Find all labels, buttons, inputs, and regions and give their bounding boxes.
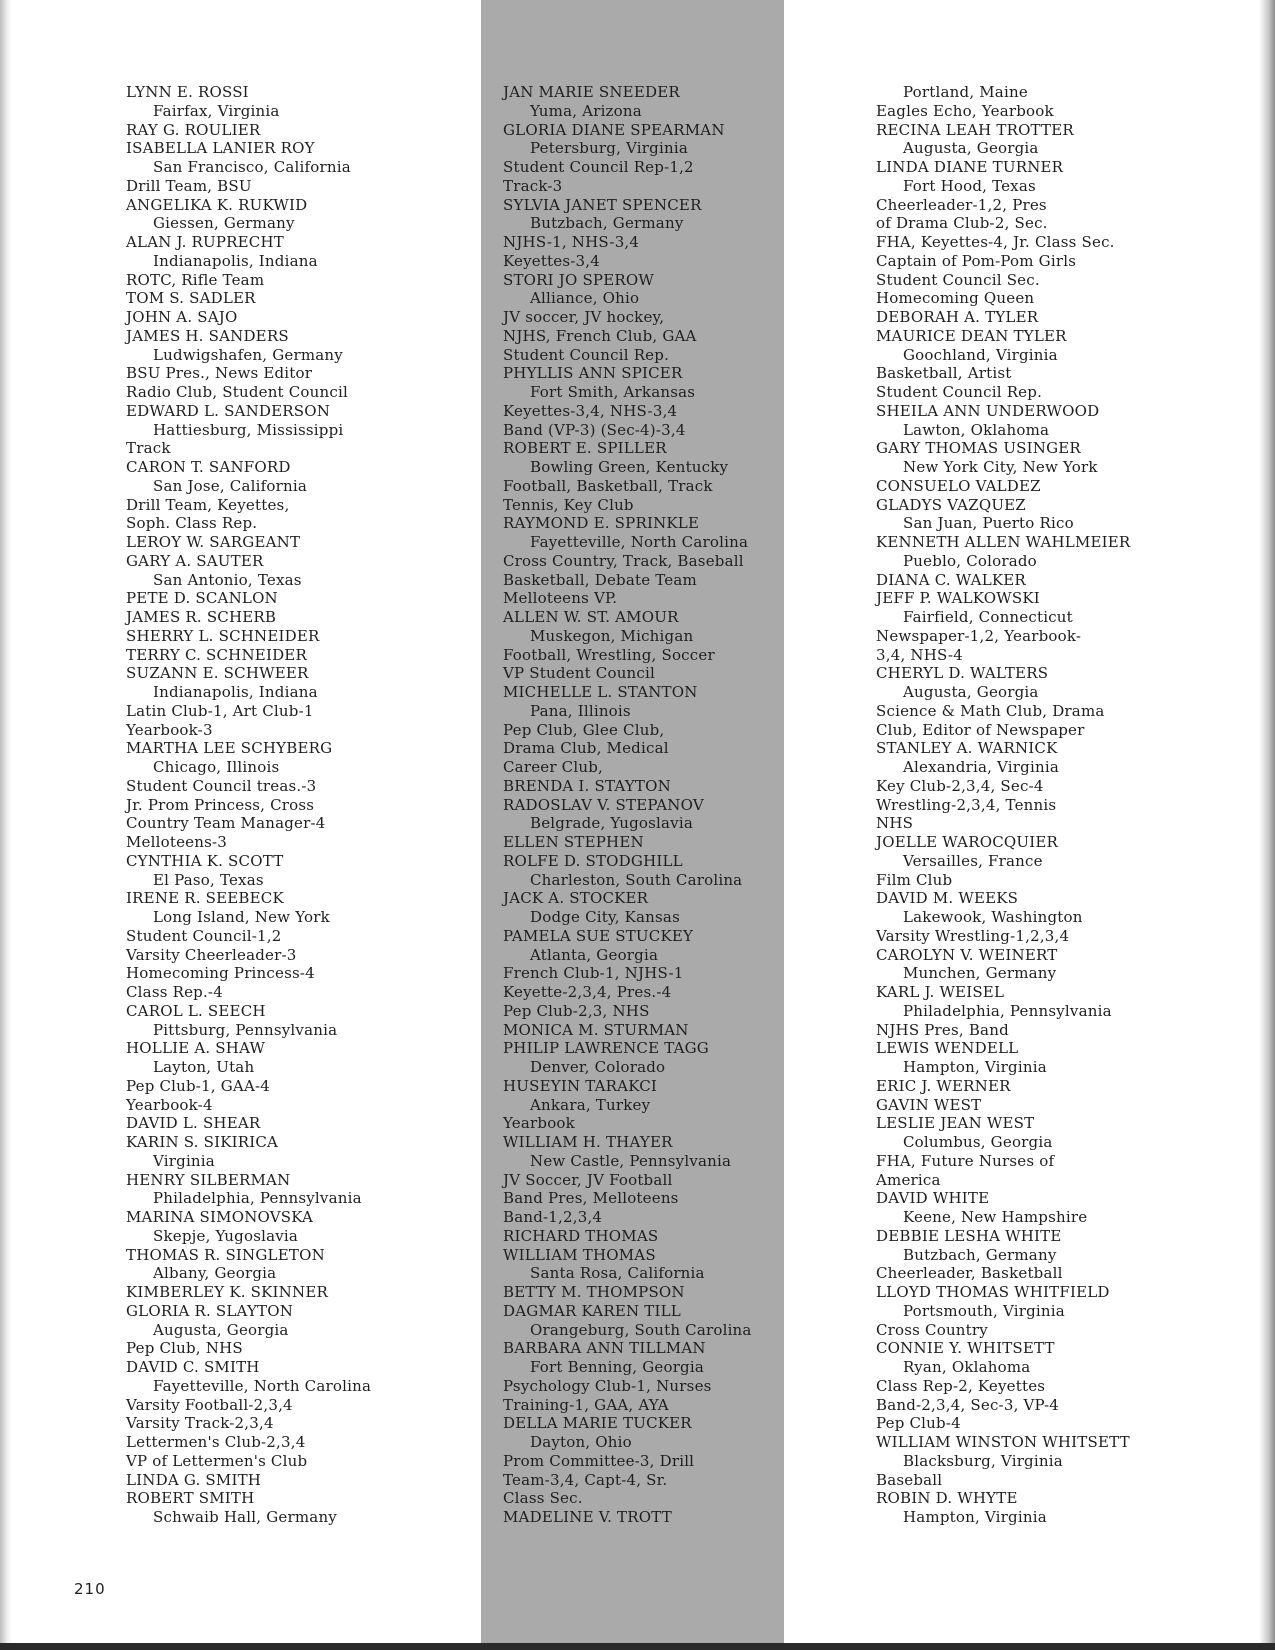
hometown-line: Munchen, Germany — [903, 964, 1057, 983]
entry-line: LEWIS WENDELL — [876, 1039, 1019, 1058]
entry-line: MICHELLE L. STANTON — [503, 683, 698, 701]
entry-line: DEBBIE LESHA WHITE — [876, 1226, 1062, 1245]
entry-line: HOLLIE A. SHAW — [126, 1039, 266, 1058]
entry-line: BARBARA ANN TILLMAN — [503, 1339, 706, 1358]
entry-line: JV soccer, JV hockey, — [503, 308, 665, 326]
entry-line: CONNIE Y. WHITSETT — [876, 1339, 1055, 1358]
entry-line: MARTHA LEE SCHYBERG — [126, 739, 333, 758]
entry-line: Eagles Echo, Yearbook — [876, 101, 1054, 120]
entry-line: Class Rep.-4 — [126, 983, 223, 1001]
entry-line: Science & Math Club, Drama — [876, 701, 1105, 720]
entry-line: MAURICE DEAN TYLER — [876, 326, 1067, 345]
entry-line: JV Soccer, JV Football — [503, 1170, 673, 1189]
entry-line: Band-1,2,3,4 — [503, 1208, 603, 1226]
entry-line: ROTC, Rifle Team — [126, 270, 265, 289]
hometown-line: Blacksburg, Virginia — [903, 1451, 1063, 1470]
entry-line: IRENE R. SEEBECK — [126, 889, 284, 908]
entry-line: ROBERT E. SPILLER — [503, 439, 667, 458]
entry-line: NJHS-1, NHS-3,4 — [503, 233, 640, 251]
entry-line: Key Club-2,3,4, Sec-4 — [876, 776, 1044, 795]
entry-line: Keyettes-3,4 — [503, 251, 600, 270]
hometown-line: Alliance, Ohio — [530, 289, 640, 308]
entry-line: RICHARD THOMAS — [503, 1226, 659, 1245]
hometown-line: New York City, New York — [903, 458, 1098, 476]
entry-line: GLADYS VAZQUEZ — [876, 495, 1026, 514]
hometown-line: Orangeburg, South Carolina — [530, 1320, 752, 1339]
hometown-line: Augusta, Georgia — [153, 1320, 289, 1339]
entry-line: Class Sec. — [503, 1489, 583, 1508]
entry-line: Pep Club-4 — [876, 1414, 961, 1433]
page-right-edge — [1259, 0, 1275, 1650]
entry-line: DAVID L. SHEAR — [126, 1114, 261, 1133]
hometown-line: Giessen, Germany — [153, 214, 295, 233]
entry-line: Training-1, GAA, AYA — [503, 1395, 669, 1414]
hometown-line: Alexandria, Virginia — [903, 758, 1059, 776]
entry-line: JAN MARIE SNEEDER — [503, 83, 680, 101]
entry-line: Varsity Track-2,3,4 — [126, 1414, 274, 1433]
hometown-line: Lakewook, Washington — [903, 908, 1083, 926]
hometown-line: Lawton, Oklahoma — [903, 420, 1050, 439]
entry-line: Homecoming Queen — [876, 289, 1035, 308]
entry-line: SYLVIA JANET SPENCER — [503, 195, 702, 214]
entry-line: Newspaper-1,2, Yearbook- — [876, 626, 1082, 645]
entry-line: GARY A. SAUTER — [126, 551, 264, 570]
entry-line: Track — [126, 439, 171, 458]
entry-line: DELLA MARIE TUCKER — [503, 1414, 692, 1433]
entry-line: Cheerleader, Basketball — [876, 1264, 1063, 1283]
entry-line: CONSUELO VALDEZ — [876, 476, 1041, 495]
entry-line: NJHS, French Club, GAA — [503, 326, 697, 345]
hometown-line: Pittsburg, Pennsylvania — [153, 1020, 338, 1039]
entry-line: CARON T. SANFORD — [126, 458, 291, 476]
entry-line: SHEILA ANN UNDERWOOD — [876, 401, 1100, 420]
entry-line: America — [876, 1170, 941, 1189]
entry-line: ELLEN STEPHEN — [503, 833, 644, 851]
hometown-line: Indianapolis, Indiana — [153, 683, 318, 701]
hometown-line: Charleston, South Carolina — [530, 870, 743, 889]
entry-line: WILLIAM WINSTON WHITSETT — [876, 1433, 1130, 1451]
hometown-line: Pana, Illinois — [530, 701, 631, 720]
entry-line: RAYMOND E. SPRINKLE — [503, 514, 700, 533]
hometown-line: New Castle, Pennsylvania — [530, 1151, 732, 1170]
entry-line: Student Council Sec. — [876, 270, 1040, 289]
hometown-line: Portland, Maine — [903, 83, 1028, 101]
entry-line: LLOYD THOMAS WHITFIELD — [876, 1283, 1110, 1301]
entry-line: DEBORAH A. TYLER — [876, 308, 1039, 326]
entry-line: KIMBERLEY K. SKINNER — [126, 1283, 328, 1301]
entry-line: WILLIAM THOMAS — [503, 1245, 656, 1264]
entry-line: MARINA SIMONOVSKA — [126, 1208, 314, 1226]
entry-line: JAMES R. SCHERB — [126, 608, 277, 626]
entry-line: Track-3 — [503, 176, 563, 195]
entry-line: GAVIN WEST — [876, 1095, 982, 1114]
entry-line: Club, Editor of Newspaper — [876, 720, 1085, 739]
hometown-line: San Antonio, Texas — [153, 570, 302, 589]
hometown-line: Fairfax, Virginia — [153, 101, 280, 120]
entry-line: JOELLE WAROCQUIER — [876, 833, 1058, 851]
entry-line: WILLIAM H. THAYER — [503, 1133, 673, 1151]
hometown-line: Long Island, New York — [153, 908, 330, 926]
entry-line: Student Council Rep. — [503, 345, 670, 364]
entry-line: Melloteens-3 — [126, 833, 228, 851]
entry-line: MONICA M. STURMAN — [503, 1020, 689, 1039]
entry-line: Yearbook-3 — [126, 720, 213, 739]
entry-line: EDWARD L. SANDERSON — [126, 401, 331, 420]
hometown-line: Portsmouth, Virginia — [903, 1301, 1065, 1320]
entry-line: Keyette-2,3,4, Pres.-4 — [503, 983, 672, 1001]
entry-line: ERIC J. WERNER — [876, 1076, 1011, 1095]
entry-line: HUSEYIN TARAKCI — [503, 1076, 658, 1095]
hometown-line: Butzbach, Germany — [530, 214, 684, 233]
hometown-line: Dodge City, Kansas — [530, 908, 680, 926]
entry-line: ROBIN D. WHYTE — [876, 1489, 1018, 1508]
entry-line: BETTY M. THOMPSON — [503, 1283, 685, 1301]
entry-line: RAY G. ROULIER — [126, 120, 261, 139]
hometown-line: Layton, Utah — [153, 1058, 255, 1076]
entry-line: HENRY SILBERMAN — [126, 1170, 291, 1189]
hometown-line: Albany, Georgia — [153, 1264, 277, 1283]
hometown-line: Atlanta, Georgia — [530, 945, 659, 964]
entry-line: Homecoming Princess-4 — [126, 964, 315, 983]
hometown-line: Dayton, Ohio — [530, 1433, 632, 1451]
hometown-line: Fort Hood, Texas — [903, 176, 1036, 195]
entry-line: Jr. Prom Princess, Cross — [126, 795, 315, 814]
entry-line: FHA, Future Nurses of — [876, 1151, 1055, 1170]
entry-line: CAROLYN V. WEINERT — [876, 945, 1058, 964]
entry-line: Cheerleader-1,2, Pres — [876, 195, 1047, 214]
entry-line: Yearbook-4 — [126, 1095, 213, 1114]
entry-line: NHS — [876, 814, 914, 833]
hometown-line: Hampton, Virginia — [903, 1058, 1047, 1076]
entry-line: STORI JO SPEROW — [503, 270, 654, 289]
entry-line: Keyettes-3,4, NHS-3,4 — [503, 401, 678, 420]
entry-line: GLORIA R. SLAYTON — [126, 1301, 294, 1320]
entry-line: Football, Basketball, Track — [503, 476, 713, 495]
hometown-line: Denver, Colorado — [530, 1058, 666, 1076]
hometown-line: Indianapolis, Indiana — [153, 251, 318, 270]
entry-line: VP Student Council — [503, 664, 656, 683]
entry-line: BSU Pres., News Editor — [126, 364, 313, 383]
entry-line: Soph. Class Rep. — [126, 514, 258, 533]
hometown-line: Bowling Green, Kentucky — [530, 458, 729, 476]
roster-column-left — [126, 83, 371, 1527]
hometown-line: San Juan, Puerto Rico — [903, 514, 1074, 533]
roster-column-right — [876, 83, 1130, 1527]
entry-line: SHERRY L. SCHNEIDER — [126, 626, 320, 645]
entry-line: ISABELLA LANIER ROY — [126, 139, 315, 158]
entry-line: ALLEN W. ST. AMOUR — [503, 608, 679, 626]
entry-line: PHYLLIS ANN SPICER — [503, 364, 683, 383]
hometown-line: San Francisco, California — [153, 158, 351, 176]
entry-line: Melloteens VP. — [503, 589, 618, 608]
hometown-line: Hampton, Virginia — [903, 1508, 1047, 1526]
entry-line: STANLEY A. WARNICK — [876, 739, 1058, 758]
entry-line: MADELINE V. TROTT — [503, 1508, 672, 1526]
hometown-line: Fort Benning, Georgia — [530, 1358, 705, 1376]
hometown-line: Ankara, Turkey — [530, 1095, 651, 1114]
entry-line: Pep Club, NHS — [126, 1339, 243, 1358]
entry-line: Band-2,3,4, Sec-3, VP-4 — [876, 1395, 1060, 1414]
entry-line: Cross Country — [876, 1320, 988, 1339]
hometown-line: Petersburg, Virginia — [530, 139, 688, 158]
hometown-line: Schwaib Hall, Germany — [153, 1508, 337, 1526]
entry-line: TOM S. SADLER — [126, 289, 256, 308]
entry-line: KARIN S. SIKIRICA — [126, 1133, 279, 1151]
hometown-line: Ludwigshafen, Germany — [153, 345, 343, 364]
entry-line: KARL J. WEISEL — [876, 983, 1005, 1001]
entry-line: Captain of Pom-Pom Girls — [876, 251, 1077, 270]
entry-line: Prom Committee-3, Drill — [503, 1451, 695, 1470]
page-bottom-edge — [0, 1643, 1275, 1650]
hometown-line: Hattiesburg, Mississippi — [153, 420, 344, 439]
hometown-line: Versailles, France — [903, 851, 1043, 870]
entry-line: DIANA C. WALKER — [876, 570, 1026, 589]
entry-line: Tennis, Key Club — [503, 495, 634, 514]
entry-line: PAMELA SUE STUCKEY — [503, 926, 694, 945]
entry-line: Career Club, — [503, 758, 603, 776]
entry-line: PHILIP LAWRENCE TAGG — [503, 1039, 709, 1058]
entry-line: Drill Team, Keyettes, — [126, 495, 290, 514]
entry-line: Pep Club-1, GAA-4 — [126, 1076, 271, 1095]
entry-line: THOMAS R. SINGLETON — [126, 1245, 325, 1264]
entry-line: JEFF P. WALKOWSKI — [876, 589, 1040, 608]
entry-line: Varsity Football-2,3,4 — [126, 1395, 293, 1414]
entry-line: Basketball, Artist — [876, 364, 1012, 383]
entry-line: Drill Team, BSU — [126, 176, 252, 195]
entry-line: Student Council treas.-3 — [126, 776, 317, 795]
hometown-line: Fort Smith, Arkansas — [530, 383, 696, 401]
entry-line: Basketball, Debate Team — [503, 570, 697, 589]
entry-line: Student Council Rep-1,2 — [503, 158, 694, 176]
entry-line: Drama Club, Medical — [503, 739, 669, 758]
entry-line: BRENDA I. STAYTON — [503, 776, 671, 795]
entry-line: Radio Club, Student Council — [126, 383, 348, 401]
hometown-line: Columbus, Georgia — [903, 1133, 1053, 1151]
hometown-line: Belgrade, Yugoslavia — [530, 814, 693, 833]
entry-line: FHA, Keyettes-4, Jr. Class Sec. — [876, 233, 1115, 251]
entry-line: CAROL L. SEECH — [126, 1001, 266, 1020]
entry-line: VP of Lettermen's Club — [126, 1451, 308, 1470]
hometown-line: Ryan, Oklahoma — [903, 1358, 1031, 1376]
hometown-line: San Jose, California — [153, 476, 307, 495]
entry-line: CHERYL D. WALTERS — [876, 664, 1049, 683]
page-number: 210 — [74, 1580, 106, 1598]
hometown-line: Muskegon, Michigan — [530, 626, 694, 645]
roster-column-center — [503, 83, 752, 1527]
entry-line: Pep Club-2,3, NHS — [503, 1001, 650, 1020]
entry-line: Wrestling-2,3,4, Tennis — [876, 795, 1057, 814]
entry-line: LINDA DIANE TURNER — [876, 158, 1064, 176]
entry-line: RADOSLAV V. STEPANOV — [503, 795, 704, 814]
entry-line: Team-3,4, Capt-4, Sr. — [503, 1470, 668, 1489]
entry-line: Pep Club, Glee Club, — [503, 720, 665, 739]
entry-line: of Drama Club-2, Sec. — [876, 214, 1048, 233]
entry-line: ANGELIKA K. RUKWID — [126, 195, 308, 214]
entry-line: Varsity Cheerleader-3 — [126, 945, 297, 964]
entry-line: DAVID C. SMITH — [126, 1358, 260, 1376]
entry-line: LESLIE JEAN WEST — [876, 1114, 1035, 1133]
hometown-line: Philadelphia, Pennsylvania — [153, 1189, 362, 1208]
entry-line: Class Rep-2, Keyettes — [876, 1376, 1046, 1395]
hometown-line: Philadelphia, Pennsylvania — [903, 1001, 1112, 1020]
hometown-line: Yuma, Arizona — [530, 101, 642, 120]
entry-line: 3,4, NHS-4 — [876, 645, 964, 664]
entry-line: LYNN E. ROSSI — [126, 83, 249, 101]
hometown-line: Fayetteville, North Carolina — [153, 1376, 372, 1395]
hometown-line: Augusta, Georgia — [903, 139, 1039, 158]
entry-line: SUZANN E. SCHWEER — [126, 664, 309, 683]
entry-line: ALAN J. RUPRECHT — [126, 233, 284, 251]
entry-line: RECINA LEAH TROTTER — [876, 120, 1074, 139]
hometown-line: Virginia — [153, 1151, 215, 1170]
entry-line: Baseball — [876, 1470, 943, 1489]
entry-line: NJHS Pres, Band — [876, 1020, 1009, 1039]
entry-line: TERRY C. SCHNEIDER — [126, 645, 307, 664]
hometown-line: El Paso, Texas — [153, 870, 264, 889]
entry-line: Football, Wrestling, Soccer — [503, 645, 715, 664]
entry-line: Student Council-1,2 — [126, 926, 282, 945]
entry-line: DAGMAR KAREN TILL — [503, 1301, 681, 1320]
hometown-line: Fayetteville, North Carolina — [530, 533, 749, 551]
page-left-shadow — [0, 0, 12, 1650]
entry-line: Band Pres, Melloteens — [503, 1189, 679, 1208]
entry-line: GLORIA DIANE SPEARMAN — [503, 120, 725, 139]
entry-line: JAMES H. SANDERS — [126, 326, 289, 345]
hometown-line: Goochland, Virginia — [903, 345, 1058, 364]
entry-line: LINDA G. SMITH — [126, 1470, 262, 1489]
entry-line: French Club-1, NJHS-1 — [503, 964, 684, 983]
entry-line: Psychology Club-1, Nurses — [503, 1376, 712, 1395]
entry-line: Yearbook — [503, 1114, 575, 1133]
entry-line: ROBERT SMITH — [126, 1489, 255, 1508]
entry-line: LEROY W. SARGEANT — [126, 533, 301, 551]
entry-line: DAVID WHITE — [876, 1189, 990, 1208]
hometown-line: Chicago, Illinois — [153, 758, 280, 776]
entry-line: Cross Country, Track, Baseball — [503, 551, 744, 570]
entry-line: ROLFE D. STODGHILL — [503, 851, 683, 870]
entry-line: GARY THOMAS USINGER — [876, 439, 1081, 458]
entry-line: Country Team Manager-4 — [126, 814, 326, 833]
entry-line: Varsity Wrestling-1,2,3,4 — [876, 926, 1070, 945]
entry-line: Latin Club-1, Art Club-1 — [126, 701, 314, 720]
entry-line: Student Council Rep. — [876, 383, 1043, 401]
entry-line: CYNTHIA K. SCOTT — [126, 851, 284, 870]
entry-line: DAVID M. WEEKS — [876, 889, 1019, 908]
hometown-line: Augusta, Georgia — [903, 683, 1039, 701]
entry-line: JOHN A. SAJO — [126, 308, 238, 326]
hometown-line: Santa Rosa, California — [530, 1264, 705, 1283]
entry-line: JACK A. STOCKER — [503, 889, 649, 908]
hometown-line: Skepje, Yugoslavia — [153, 1226, 299, 1245]
entry-line: PETE D. SCANLON — [126, 589, 278, 608]
hometown-line: Keene, New Hampshire — [903, 1208, 1088, 1226]
entry-line: Band (VP-3) (Sec-4)-3,4 — [503, 420, 686, 439]
entry-line: Film Club — [876, 870, 953, 889]
entry-line: Lettermen's Club-2,3,4 — [126, 1433, 306, 1451]
hometown-line: Pueblo, Colorado — [903, 551, 1037, 570]
entry-line: KENNETH ALLEN WAHLMEIER — [876, 533, 1131, 551]
hometown-line: Fairfield, Connecticut — [903, 608, 1073, 626]
hometown-line: Butzbach, Germany — [903, 1245, 1057, 1264]
